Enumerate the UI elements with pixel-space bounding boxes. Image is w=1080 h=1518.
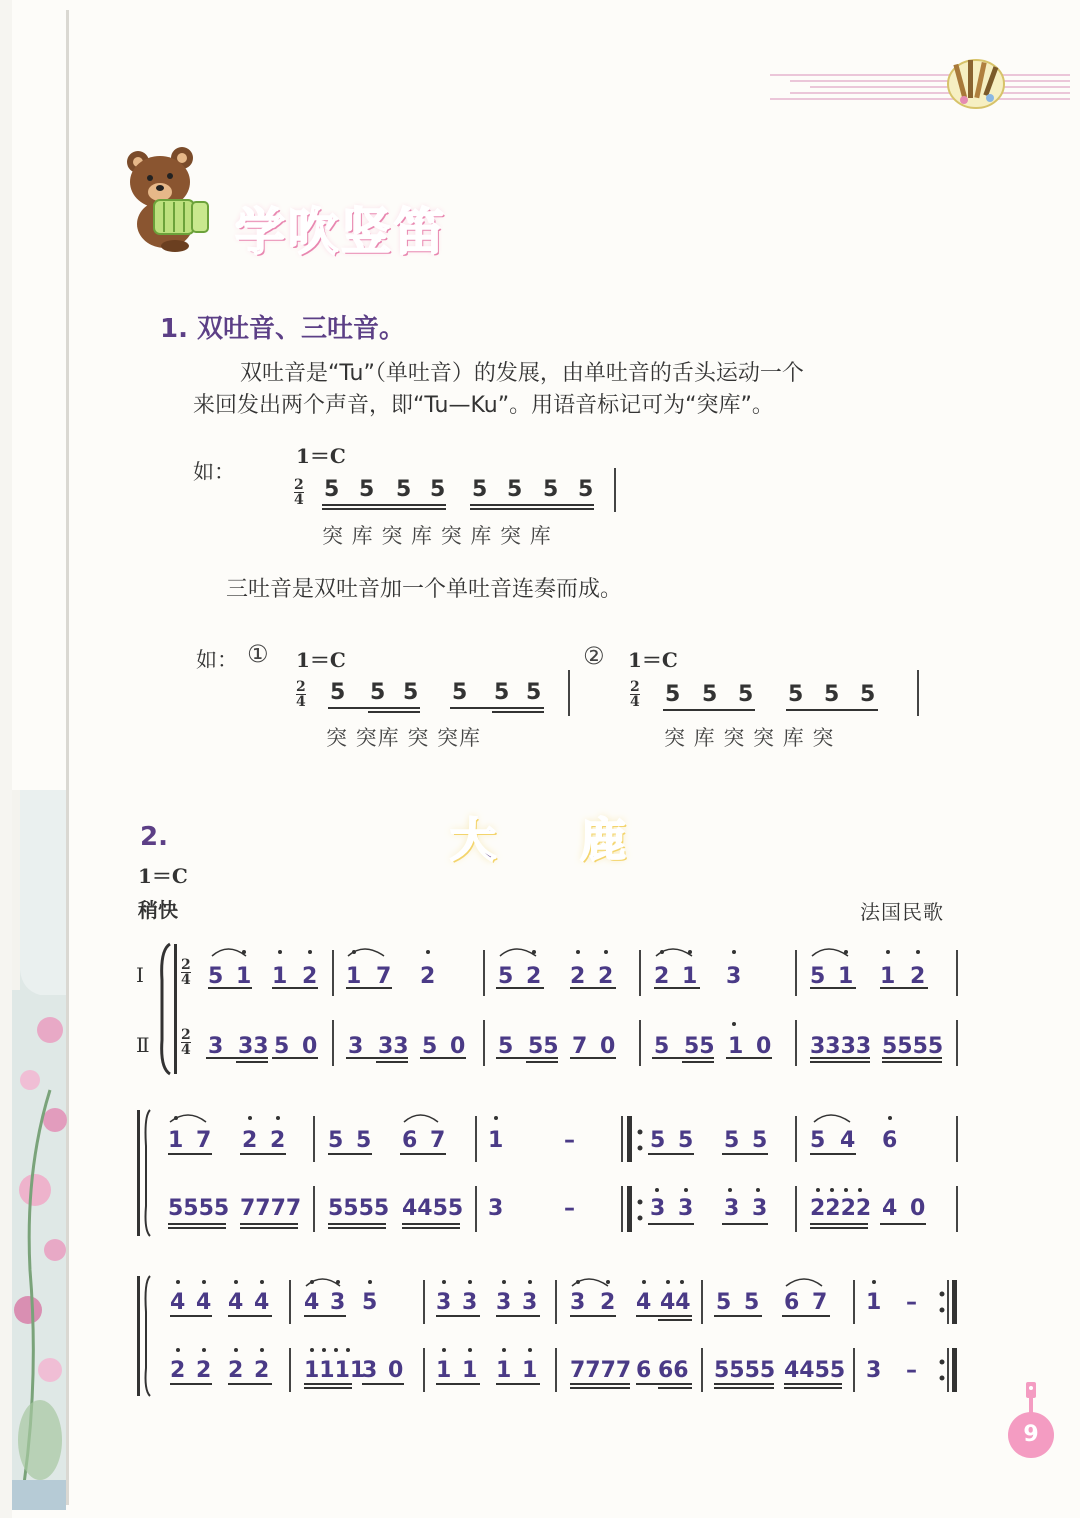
note: 5 xyxy=(472,477,488,502)
note: 5 xyxy=(665,682,681,707)
note: 5 xyxy=(403,680,419,705)
note: 3 xyxy=(650,1196,666,1221)
note: 4 xyxy=(170,1290,186,1315)
note: 5 xyxy=(422,1034,438,1059)
note: 2 xyxy=(654,964,670,989)
note: 6 xyxy=(784,1290,800,1315)
note: 5555 xyxy=(714,1358,776,1383)
note: – xyxy=(906,1358,917,1383)
beam xyxy=(322,508,446,510)
recorder-icon xyxy=(944,52,1008,112)
page-number-badge xyxy=(1008,1382,1054,1447)
syllables: 突 库 突 突 库 突 xyxy=(664,726,835,750)
example-label: 如： xyxy=(193,460,235,484)
score-system-1 xyxy=(0,940,1080,1080)
note: 4 xyxy=(636,1290,652,1315)
note: – xyxy=(564,1196,575,1221)
beam xyxy=(328,707,420,709)
time-signature: 2 4 xyxy=(181,957,191,988)
note: 1 xyxy=(866,1290,882,1315)
note: 5 xyxy=(578,477,594,502)
note: 3333 xyxy=(810,1034,872,1059)
barline xyxy=(614,468,616,512)
note: 5 xyxy=(498,964,514,989)
paragraph-line: 三吐音是双吐音加一个单吐音连奏而成。 xyxy=(226,577,623,602)
note: 0 xyxy=(388,1358,404,1383)
note: 5 xyxy=(702,682,718,707)
note: 2 xyxy=(170,1358,186,1383)
score-title-char: 大 xyxy=(450,813,496,867)
note: 7 xyxy=(376,964,392,989)
note: 3 xyxy=(362,1358,378,1383)
note: 44 xyxy=(660,1290,691,1315)
note: 1 xyxy=(168,1128,184,1153)
time-signature: 2 4 xyxy=(296,679,306,710)
note: 6 xyxy=(402,1128,418,1153)
note: 5 xyxy=(396,477,412,502)
barline xyxy=(568,670,570,716)
note: 5 xyxy=(208,964,224,989)
note: 3 xyxy=(724,1196,740,1221)
barline xyxy=(917,670,919,716)
note: 3 xyxy=(726,964,742,989)
note: 2 xyxy=(228,1358,244,1383)
note: 2 xyxy=(600,1290,616,1315)
beam xyxy=(663,709,755,711)
beam xyxy=(492,711,544,713)
score-system-2 xyxy=(0,1106,1080,1246)
note: 5 xyxy=(824,682,840,707)
time-signature: 2 4 xyxy=(181,1027,191,1058)
note: 5 xyxy=(362,1290,378,1315)
note: 7 xyxy=(196,1128,212,1153)
note: 2 xyxy=(254,1358,270,1383)
note: 2 xyxy=(420,964,436,989)
note: 5 xyxy=(738,682,754,707)
example-label: 如： xyxy=(196,648,238,672)
note: – xyxy=(906,1290,917,1315)
note: 1 xyxy=(682,964,698,989)
note: 3 xyxy=(436,1290,452,1315)
note: 6 xyxy=(636,1358,652,1383)
paragraph-line: 双吐音是“Tu”（单吐音）的发展，由单吐音的舌头运动一个 xyxy=(240,361,804,386)
note: 3 xyxy=(488,1196,504,1221)
note: 3 xyxy=(330,1290,346,1315)
example-number: ② xyxy=(583,642,605,670)
note: 2 xyxy=(242,1128,258,1153)
recorder-tip-icon xyxy=(1008,1382,1054,1416)
bear-accordion-icon xyxy=(120,142,220,252)
note: 3 xyxy=(570,1290,586,1315)
note: 4 xyxy=(840,1128,856,1153)
note: 5 xyxy=(678,1128,694,1153)
syllables: 突 突库 突 突库 xyxy=(326,726,482,750)
note: 1 xyxy=(838,964,854,989)
note: 5 xyxy=(724,1128,740,1153)
note: 6 xyxy=(882,1128,898,1153)
note: 5 xyxy=(716,1290,732,1315)
note: 4 xyxy=(254,1290,270,1315)
composer: 法国民歌 xyxy=(860,900,944,924)
note: 2 xyxy=(598,964,614,989)
note: 2 xyxy=(270,1128,286,1153)
note: 5 xyxy=(752,1128,768,1153)
beam xyxy=(322,504,446,506)
beam xyxy=(450,707,544,709)
note: 2 xyxy=(910,964,926,989)
note: 5 xyxy=(328,1128,344,1153)
note: 3 xyxy=(752,1196,768,1221)
note: 5 xyxy=(744,1290,760,1315)
note: 7777 xyxy=(240,1196,302,1221)
note: 4455 xyxy=(784,1358,846,1383)
note: 3 xyxy=(496,1290,512,1315)
note: 5 xyxy=(788,682,804,707)
section-heading: 1. 双吐音、三吐音。 xyxy=(160,314,406,344)
note: 4 xyxy=(228,1290,244,1315)
note: 33 xyxy=(238,1034,269,1059)
note: 5 xyxy=(359,477,375,502)
note: 1 xyxy=(272,964,288,989)
note: 1 xyxy=(728,1034,744,1059)
note: 1 xyxy=(236,964,252,989)
note: 5 xyxy=(526,680,542,705)
note: 7 xyxy=(572,1034,588,1059)
note: 1 xyxy=(880,964,896,989)
beam xyxy=(470,504,594,506)
key-signature: 1＝C xyxy=(138,864,188,888)
note: 2 xyxy=(302,964,318,989)
tempo-marking: 稍快 xyxy=(138,898,178,922)
note: 5 xyxy=(430,477,446,502)
note: 1 xyxy=(522,1358,538,1383)
note: 2 xyxy=(196,1358,212,1383)
note: 55 xyxy=(528,1034,559,1059)
note: 1 xyxy=(488,1128,504,1153)
paragraph-line: 来回发出两个声音，即“Tu—Ku”。用语音标记可为“突库”。 xyxy=(193,393,774,418)
note: 5 xyxy=(650,1128,666,1153)
note: 7 xyxy=(430,1128,446,1153)
note: 2 xyxy=(570,964,586,989)
note: 3 xyxy=(522,1290,538,1315)
note: 5 xyxy=(452,680,468,705)
note: 1 xyxy=(496,1358,512,1383)
header-stripes xyxy=(770,68,1070,108)
note: 0 xyxy=(600,1034,616,1059)
note: 5 xyxy=(356,1128,372,1153)
beam xyxy=(786,709,878,711)
note: 4455 xyxy=(402,1196,464,1221)
page-number: 9 xyxy=(1008,1412,1054,1458)
note: 5555 xyxy=(882,1034,944,1059)
note: 5 xyxy=(494,680,510,705)
section-number: 2. xyxy=(140,822,168,852)
time-signature: 2 4 xyxy=(294,477,304,508)
note: 7 xyxy=(812,1290,828,1315)
note: 5 xyxy=(654,1034,670,1059)
page-title: 学吹竖笛 xyxy=(235,203,447,261)
note: 1 xyxy=(346,964,362,989)
note: 1 xyxy=(462,1358,478,1383)
note: 4 xyxy=(882,1196,898,1221)
note: 5 xyxy=(498,1034,514,1059)
key-signature: 1＝C xyxy=(296,444,346,468)
key-signature: 1＝C xyxy=(628,648,678,672)
note: 5 xyxy=(324,477,340,502)
note: 5 xyxy=(370,680,386,705)
note: 55 xyxy=(684,1034,715,1059)
note: 5 xyxy=(810,964,826,989)
note: 4 xyxy=(304,1290,320,1315)
note: 5 xyxy=(810,1128,826,1153)
note: 66 xyxy=(658,1358,689,1383)
note: 0 xyxy=(910,1196,926,1221)
note: 0 xyxy=(756,1034,772,1059)
note: 0 xyxy=(302,1034,318,1059)
note: 5 xyxy=(507,477,523,502)
note: – xyxy=(564,1128,575,1153)
note: 5 xyxy=(330,680,346,705)
beam xyxy=(368,711,420,713)
note: 5 xyxy=(543,477,559,502)
time-signature: 2 4 xyxy=(630,679,640,710)
note: 0 xyxy=(450,1034,466,1059)
note: 2222 xyxy=(810,1196,872,1221)
note: 5 xyxy=(274,1034,290,1059)
note: 7777 xyxy=(570,1358,632,1383)
note: 2 xyxy=(526,964,542,989)
note: 3 xyxy=(866,1358,882,1383)
note: 5555 xyxy=(168,1196,230,1221)
key-signature: 1＝C xyxy=(296,648,346,672)
note: 4 xyxy=(196,1290,212,1315)
note: 5555 xyxy=(328,1196,390,1221)
note: 5 xyxy=(860,682,876,707)
syllables: 突 库 突 库 突 库 突 库 xyxy=(322,524,552,548)
beam xyxy=(470,508,594,510)
note: 3 xyxy=(678,1196,694,1221)
example-number: ① xyxy=(247,640,269,668)
score-system-3 xyxy=(0,1272,1080,1402)
note: 3 xyxy=(348,1034,364,1059)
note: 33 xyxy=(378,1034,409,1059)
note: 3 xyxy=(208,1034,224,1059)
note: 1111 xyxy=(304,1358,366,1383)
part-label: Ⅰ xyxy=(136,963,144,987)
score-title-char: 鹿 xyxy=(580,813,626,867)
part-label: Ⅱ xyxy=(136,1033,150,1057)
note: 3 xyxy=(462,1290,478,1315)
note: 1 xyxy=(436,1358,452,1383)
